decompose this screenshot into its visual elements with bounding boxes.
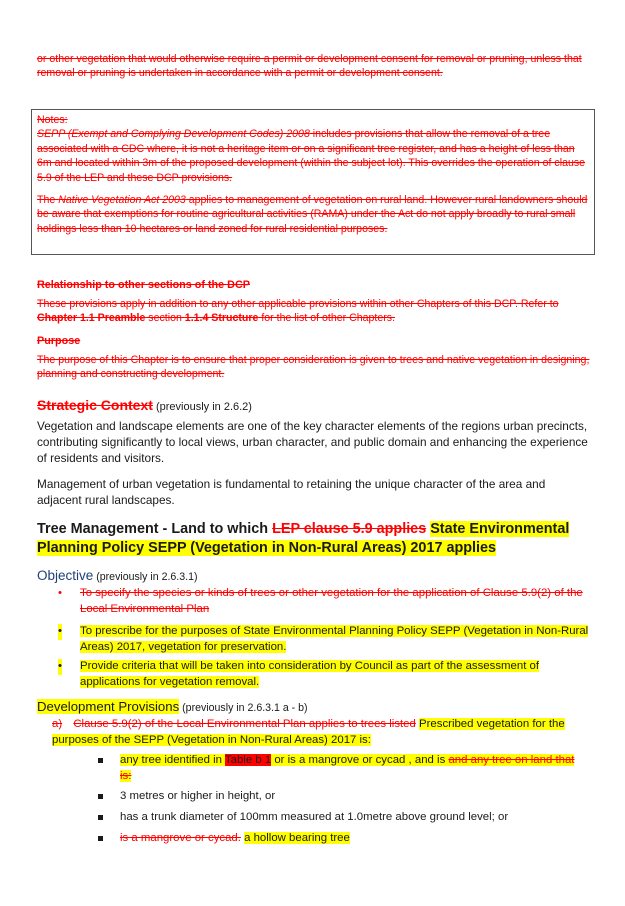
development-sub-item-2 (98, 789, 588, 805)
objective-item-3 (58, 659, 598, 690)
sub1-text-b: or is a mangrove or cycad (271, 754, 406, 766)
objective-ref: (previously in 2.6.3.1) (93, 571, 198, 583)
notes-item-2-prefix: The (37, 194, 59, 207)
notes-item-2 (37, 193, 589, 236)
objective-item-3-text: Provide criteria that will be taken into consideration by Council as part of the assessment of applications for vegetation removal. (80, 660, 540, 688)
square-bullet-icon (98, 836, 103, 841)
strategic-context-title: Strategic Context (37, 397, 153, 413)
tree-management-heading (37, 520, 597, 558)
sub3-text: has a trunk diameter of 100mm measured at 1.0metre above ground level; or (120, 811, 509, 823)
sub1-deleted: and any tree on land that is: (120, 754, 575, 782)
strategic-context-heading (37, 397, 252, 413)
relationship-heading: Relationship to other sections of the DCP (37, 279, 250, 291)
notes-item-2-text: applies to management of vegetation on rural land. However rural landowners should be aware that exemptions for routine agricultural activities (RAMA) under the Act do not apply broadly to rural small holdings less than 10 hectares or land zoned for rural residential purposes. (37, 194, 588, 235)
objective-item-1 (58, 586, 598, 617)
bullet-icon: • (58, 587, 62, 599)
development-sub-item-1 (98, 753, 588, 784)
sub4-inserted: a hollow bearing tree (244, 832, 350, 844)
tree-heading-deleted: LEP clause 5.9 applies (272, 521, 427, 537)
square-bullet-icon (98, 794, 103, 799)
sub1-text-c: , and is (405, 754, 449, 766)
notes-item-1-title: SEPP (Exempt and Complying Development Codes) 2008 (37, 128, 310, 141)
objective-heading (37, 568, 198, 583)
sub1-text-a: any tree identified in (120, 754, 225, 766)
development-provisions-ref: (previously in 2.6.3.1 a - b) (179, 702, 308, 714)
item-a-deleted: Clause 5.9(2) of the Local Environmental Plan applies to trees listed (73, 718, 416, 730)
relationship-link-section: 1.1.4 Structure (184, 312, 259, 325)
sub1-table-ref: Table b 1 (224, 754, 272, 766)
square-bullet-icon (98, 758, 103, 763)
sub2-text: 3 metres or higher in height, or (120, 790, 276, 802)
item-a-label: a) (52, 718, 63, 730)
objective-item-1-text: To specify the species or kinds of trees or other vegetation for the application of Clause 5.9(2) of the Local Environmental Plan (80, 587, 583, 615)
development-sub-item-4 (98, 831, 588, 847)
development-sub-item-3 (98, 810, 588, 826)
strategic-context-para-1: Vegetation and landscape elements are one of the key character elements of the regions urban precincts, contributing significantly to local views, urban character, and public domain and enhancing the experience of residents and visitors. (37, 419, 588, 465)
tree-heading-inserted: State Environmental Planning Policy SEPP (Vegetation in Non-Rural Areas) 2017 applies (37, 521, 570, 556)
notes-content (37, 113, 589, 236)
relationship-text-2: section (145, 312, 185, 325)
development-provisions-title: Development Provisions (37, 699, 180, 714)
bullet-icon: • (58, 659, 62, 675)
notes-item-1-text: includes provisions that allow the removal of a tree associated with a CDC where, it is not a heritage item or on a significant tree register, and has a height of less than 6m and located within 3m of the proposed development (within the subject lot). This overrides the operation of clause 5.9 of the LEP and these DCP provisions. (37, 128, 586, 184)
intro-paragraph: or other vegetation that would otherwise require a permit or development consent for removal or pruning, unless that removal or pruning is undertaken in accordance with a permit or development consent. (37, 53, 582, 80)
development-item-a (52, 717, 592, 748)
notes-item-1 (37, 127, 589, 185)
objective-item-2 (58, 624, 598, 655)
strategic-context-ref: (previously in 2.6.2) (152, 401, 252, 413)
notes-heading: Notes: (37, 114, 68, 126)
sub4-deleted: is a mangrove or cycad. (120, 832, 241, 844)
purpose-heading: Purpose (37, 335, 81, 347)
relationship-link-chapter: Chapter 1.1 Preamble (37, 312, 146, 325)
purpose-text: The purpose of this Chapter is to ensure that proper consideration is given to trees and native vegetation in designing, planning and constructing development. (37, 354, 590, 381)
item-a-inserted: Prescribed vegetation for the purposes of the SEPP (Vegetation in Non-Rural Areas) 2017 is: (52, 718, 565, 746)
tree-heading-prefix: Tree Management - Land to which (37, 521, 273, 537)
relationship-text (37, 297, 593, 326)
objective-title: Objective (37, 568, 94, 583)
notes-item-2-title: Native Vegetation Act 2003 (58, 194, 186, 207)
square-bullet-icon (98, 815, 103, 820)
bullet-icon: • (58, 624, 62, 640)
strategic-context-para-2: Management of urban vegetation is fundamental to retaining the unique character of the area and adjacent rural landscapes. (37, 477, 546, 507)
development-provisions-heading (37, 699, 308, 714)
objective-item-2-text: To prescribe for the purposes of State Environmental Planning Policy SEPP (Vegetation in Non-Rural Areas) 2017, vegetation for preservation. (80, 625, 589, 653)
relationship-text-3: for the list of other Chapters. (258, 312, 396, 325)
relationship-text-1: These provisions apply in addition to any other applicable provisions within other Chapters of this DCP. Refer to (37, 298, 559, 310)
